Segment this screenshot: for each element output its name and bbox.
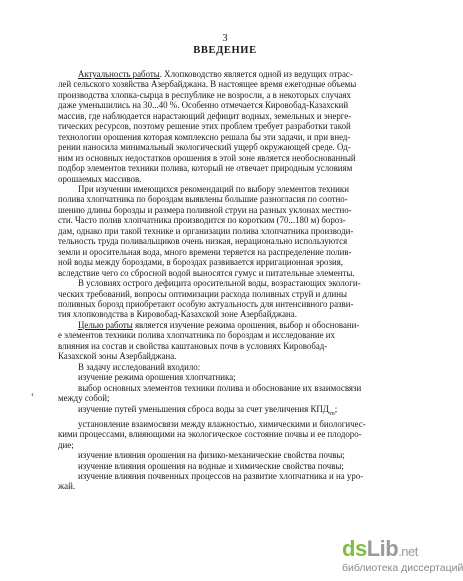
task-item-continuation: дие; [58, 439, 74, 450]
paragraph-line: ной воды между бороздами, в бороздах развивается ирригационная эрозия, [58, 257, 344, 268]
paragraph-line: даже уменьшились на 30...40 %. Особенно отмечается Кировобад-Казахский [58, 100, 349, 111]
task-item-continuation: жай. [58, 481, 76, 492]
dslib-logo: dsLib.net [342, 536, 418, 561]
paragraph-line: Целью работы является изучение режима орошения, выбор и обосновани- [78, 319, 360, 330]
paragraph-relevance [58, 79, 394, 184]
paragraph-line: подбор элементов техники полива, который не отвечает природным условиям [58, 163, 353, 174]
paragraph-line: земли и оросительная вода, много времени теряется на распределение полив- [58, 246, 352, 257]
tasks-intro: В задачу исследований входило: [78, 361, 201, 372]
page-number: 3 [222, 33, 228, 44]
paragraph-line: массив, где наблюдается нарастающий дефицит водных, земельных и энерге- [58, 110, 352, 121]
task-item: изучение влияния орошения на водные и химические свойства почвы; [78, 460, 344, 471]
paragraph-line: дам, однако при такой технике и организации полива хлопчатника производи- [58, 225, 354, 236]
paragraph-line: В условиях острого дефицита оросительной воды, возрастающих экологи- [78, 278, 361, 289]
paragraph-line: тических ресурсов, поэтому решение этих проблем требует разработки такой [58, 121, 351, 132]
paragraph-line: При изучении имеющихся рекомендаций по выбору элементов техники [78, 183, 349, 194]
paragraph-line: Актуальность работы. Хлопководство является одной из ведущих отрас- [78, 69, 353, 79]
paragraph-line: рении наносила минимальный экологический ущерб окружающей среде. Од- [58, 142, 351, 153]
task-item: изучение влияния почвенных процессов на развитие хлопчатника и на уро- [78, 471, 364, 481]
paragraph-line: вследствие чего со сбросной водой выносятся гумус и питательные элементы. [58, 267, 355, 278]
paragraph-line: лей сельского хозяйства Азербайджана. В настоящее время ежегодные объемы [58, 79, 357, 90]
paragraph-line: ческих требований, вопросы оптимизации расхода поливных струй и длины [58, 288, 347, 299]
paragraph-line: ним из основных недостатков орошения в этой зоне является необоснованный [58, 152, 356, 163]
paragraph-lead-underlined: Целью работы [78, 319, 133, 330]
paragraph-line: сти. Часто полив хлопчатника производится по коротким (70...180 м) бороз- [58, 215, 346, 226]
paragraph-line: тия хлопководства в Кировобад-Казахской зоне Азербайджана. [58, 309, 297, 320]
paragraph-line: полива хлопчатника по бороздам выявлены большие разногласия по соотно- [58, 194, 348, 205]
paragraph-line: тельность труда поливальщиков очень низкая, нерационально используются [58, 236, 348, 247]
paragraph-line: влияния на состав и свойства каштановых почв в условиях Кировобад- [58, 340, 328, 351]
paragraph-line: шению длины борозды и размера поливной струи на разных уклонах местно- [58, 204, 352, 215]
kpd-subscript: тп [328, 410, 335, 417]
paragraph-recommendations [58, 184, 394, 278]
watermark-caption: библиотека диссертаций [342, 562, 463, 574]
paragraph-goal [58, 330, 394, 361]
paragraph-line: технологии орошения которая комплексно решала бы эти задачи, и при внед- [58, 131, 351, 142]
body-text [58, 69, 394, 492]
margin-mark: ‹ [31, 389, 34, 399]
paragraph-line: производства хлопка-сырца в республике не возросли, а в некоторых случаях [58, 89, 351, 100]
task-item: изучение путей уменьшения сброса воды за счет увеличения $КПД_{тп}$; [78, 403, 338, 417]
paragraph-deficit [58, 278, 394, 320]
task-item: выбор основных элементов техники полива и обоснование их взаимосвязи [78, 382, 362, 393]
paragraph-lead-underlined: Актуальность работы [78, 69, 160, 79]
task-item: установление взаимосвязи между влажностью, химическими и биологичес- [78, 418, 366, 429]
paragraph-line: поливных борозд приобретают особую актуальность для интенсивного разви- [58, 298, 354, 309]
task-item-continuation: кими процессами, влияющими на экологическое состояние почвы и ее плодоро- [58, 429, 362, 440]
task-item: изучение влияния орошения на физико-механические свойства почвы; [78, 450, 345, 461]
paragraph-line: Казахской зоны Азербайджана. [58, 351, 177, 362]
dslib-watermark [342, 536, 463, 576]
task-list [58, 372, 394, 492]
paragraph-line: е элементов техники полива хлопчатника по бороздам и исследование их [58, 330, 335, 341]
paragraph-line: орошаемых массивов. [58, 173, 142, 184]
task-item: изучение режима орошения хлопчатника; [78, 372, 236, 383]
section-heading: ВВЕДЕНИЕ [193, 45, 257, 56]
task-item-continuation: между собой; [58, 393, 110, 404]
